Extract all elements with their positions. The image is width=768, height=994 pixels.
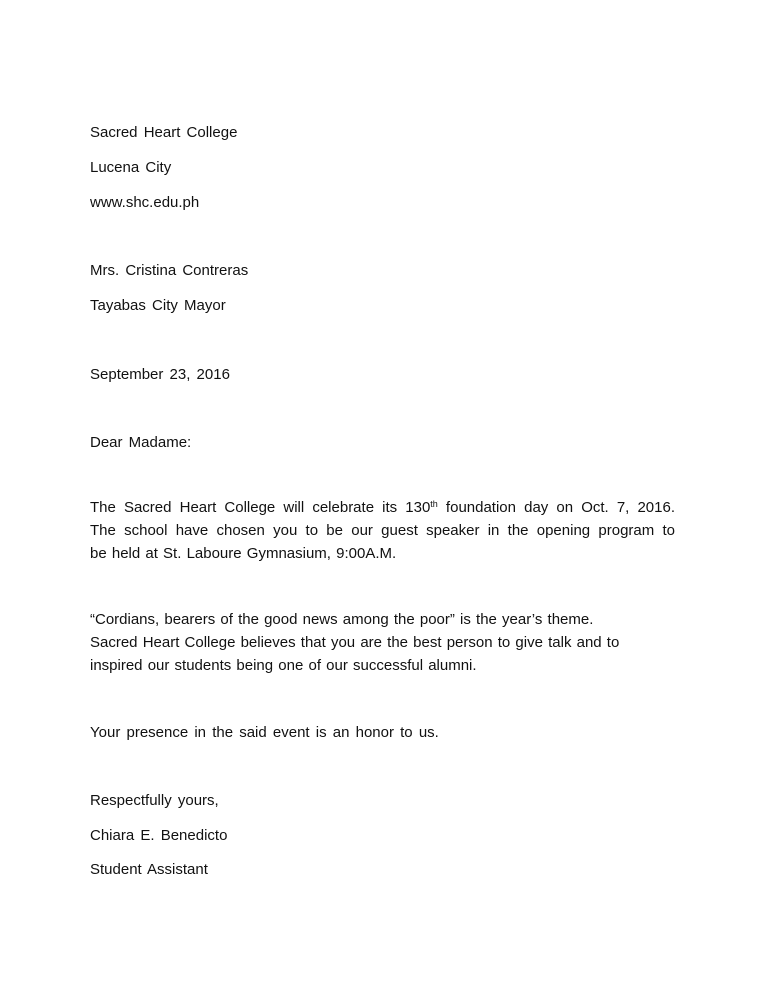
paragraph-1-line-2: The school have chosen you to be our guest speaker in the opening program to	[90, 522, 675, 539]
recipient-title: Tayabas City Mayor	[90, 297, 226, 314]
closing: Respectfully yours,	[90, 792, 219, 809]
body-paragraph-2	[90, 608, 675, 677]
signatory-title: Student Assistant	[90, 861, 208, 878]
paragraph-1-line-1	[90, 496, 675, 519]
sender-name: Sacred Heart College	[90, 124, 238, 141]
paragraph-2-line-3: inspired our students being one of our successful alumni.	[90, 657, 477, 674]
signatory-name: Chiara E. Benedicto	[90, 827, 228, 844]
letter-date: September 23, 2016	[90, 366, 230, 383]
paragraph-1-line-1-post: foundation day on Oct. 7, 2016.	[437, 499, 675, 516]
paragraph-1-line-3: be held at St. Laboure Gymnasium, 9:00A.M.	[90, 545, 397, 562]
paragraph-2-line-2: Sacred Heart College believes that you are the best person to give talk and to	[90, 634, 620, 651]
salutation: Dear Madame:	[90, 434, 192, 451]
body-paragraph-1	[90, 496, 675, 565]
sender-website: www.shc.edu.ph	[90, 194, 200, 211]
paragraph-2-line-1: “Cordians, bearers of the good news among the poor” is the year’s theme.	[90, 611, 594, 628]
ordinal-suffix: th	[430, 499, 438, 509]
paragraph-1-line-1-pre: The Sacred Heart College will celebrate its 130	[90, 499, 431, 516]
sender-city: Lucena City	[90, 159, 172, 176]
body-paragraph-3: Your presence in the said event is an honor to us.	[90, 724, 439, 741]
recipient-name: Mrs. Cristina Contreras	[90, 262, 249, 279]
